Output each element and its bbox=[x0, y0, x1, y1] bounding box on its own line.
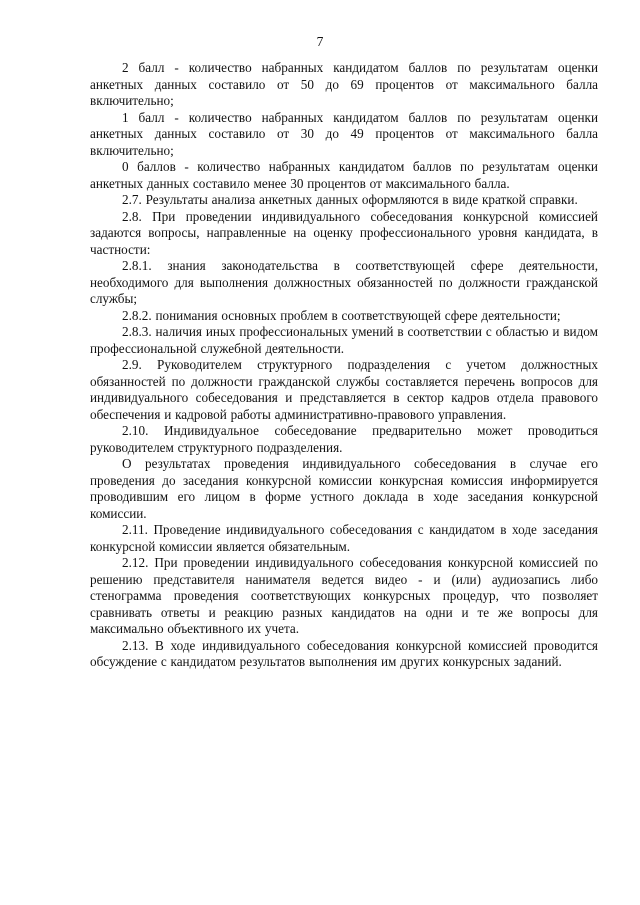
paragraph-score-2: 2 балл - количество набранных кандидатом баллов по результатам оценки анкетных данных составило от 50 до 69 процентов от максимального балла включительно; bbox=[90, 60, 598, 108]
paragraph-2-8: 2.8. При проведении индивидуального собеседования конкурсной комиссией задаются вопросы, направленные на оценку профессионального уровня кандидата, в частности: bbox=[90, 208, 598, 257]
paragraph-2-8-1: 2.8.1. знания законодательства в соответствующей сфере деятельности, необходимого для выполнения должностных обязанностей по должности гражданской службы; bbox=[90, 258, 598, 306]
paragraph-2-8-2: 2.8.2. понимания основных проблем в соответствующей сфере деятельности; bbox=[122, 307, 561, 323]
document-body bbox=[90, 60, 598, 671]
paragraph-2-13: 2.13. В ходе индивидуального собеседования конкурсной комиссией проводится обсуждение с кандидатом результатов выполнения им других конкурсных заданий. bbox=[90, 637, 598, 669]
paragraph-2-7: 2.7. Результаты анализа анкетных данных оформляются в виде краткой справки. bbox=[122, 192, 578, 207]
paragraph-2-12: 2.12. При проведении индивидуального собеседования конкурсной комиссией по решению представителя нанимателя ведется видео - и (или) аудиозапись либо стенограмма проведения соответствующих конкурсных процедур, что позволяет сравнивать ответы и реакцию разных кандидатов на одни и те же вопросы для максимально объективного их учета. bbox=[90, 555, 598, 636]
page-number: 7 bbox=[316, 34, 324, 49]
paragraph-2-9: 2.9. Руководителем структурного подразделения с учетом должностных обязанностей по должности гражданской службы составляется перечень вопросов для индивидуального собеседования и представляется в сектор кадров отдела правового обеспечения и кадровой работы административно-правового управления. bbox=[90, 357, 598, 422]
paragraph-2-10-results: О результатах проведения индивидуального собеседования в случае его проведения до заседания конкурсной комиссии конкурсная комиссия информируется проводившим его лицом в форме устного доклада в ходе заседания конкурсной комиссии. bbox=[90, 456, 598, 521]
paragraph-score-1: 1 балл - количество набранных кандидатом баллов по результатам оценки анкетных данных составило от 30 до 49 процентов от максимального балла включительно; bbox=[90, 109, 598, 158]
paragraph-score-0: 0 баллов - количество набранных кандидатом баллов по результатам оценки анкетных данных составило менее 30 процентов от максимального балла. bbox=[90, 159, 598, 191]
paragraph-2-10: 2.10. Индивидуальное собеседование предварительно может проводиться руководителем структурного подразделения. bbox=[90, 423, 598, 455]
paragraph-2-8-3: 2.8.3. наличия иных профессиональных умений в соответствии с областью и видом профессиональной служебной деятельности. bbox=[90, 324, 598, 356]
paragraph-2-11: 2.11. Проведение индивидуального собеседования с кандидатом в ходе заседания конкурсной комиссии является обязательным. bbox=[90, 522, 598, 554]
